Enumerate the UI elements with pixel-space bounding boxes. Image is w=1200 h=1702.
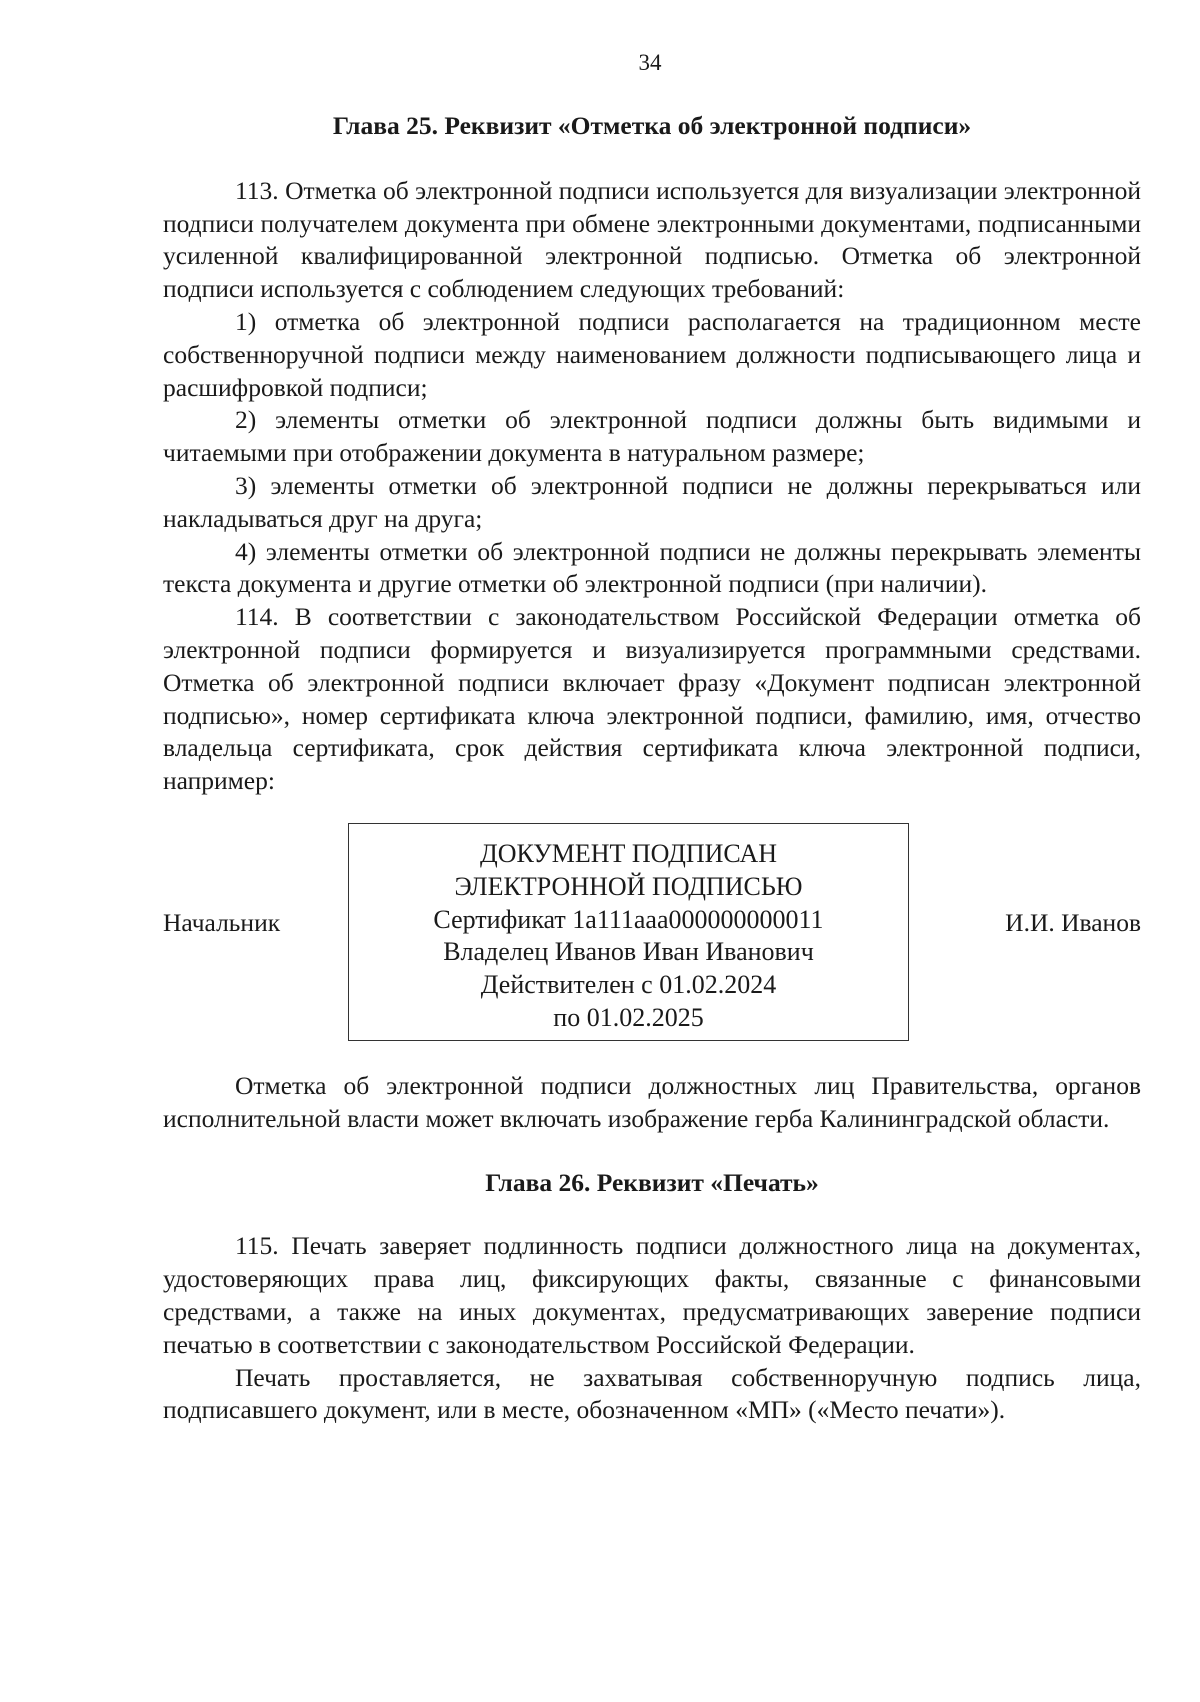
stamp-owner: Владелец Иванов Иван Иванович [443, 937, 814, 967]
list-item-4: 4) элементы отметки об электронной подписи не должны перекрывать элементы текста документа и другие отметки об электронной подписи (при наличии). [163, 536, 1141, 599]
stamp-valid-to: по 01.02.2025 [553, 1002, 704, 1032]
chapter-25-title: Глава 25. Реквизит «Отметка об электронной подписи» [332, 111, 972, 140]
stamp-certificate: Сертификат 1a111aaa000000000011 [433, 904, 824, 934]
paragraph-mp: Печать проставляется, не захватывая собственноручную подпись лица, подписавшего документ, или в месте, обозначенном «МП» («Место печати»). [163, 1362, 1141, 1425]
stamp-valid-from: Действителен с 01.02.2024 [480, 970, 777, 1000]
chapter-26-title: Глава 26. Реквизит «Печать» [485, 1167, 819, 1197]
list-item-1: 1) отметка об электронной подписи располагается на традиционном месте собственноручной подписи между наименованием должности подписывающего лица и расшифровкой подписи; [163, 306, 1141, 402]
signer-position: Начальник [163, 907, 281, 937]
electronic-signature-stamp [348, 823, 909, 1041]
paragraph-114: 114. В соответствии с законодательством Российской Федерации отметка об электронной подписи формируется и визуализируется программными средствами. Отметка об электронной подписи включает фразу «Документ подписан электронной подписью», номер сертификата ключа электронной подписи, фамилию, имя, отчество владельца сертификата, срок действия сертификата ключа электронной подписи, например: [163, 602, 1141, 796]
paragraph-gerb: Отметка об электронной подписи должностных лиц Правительства, органов исполнительной власти может включать изображение герба Калининградской области. [163, 1070, 1141, 1133]
list-item-3: 3) элементы отметки об электронной подписи не должны перекрываться или накладываться друг на друга; [163, 470, 1141, 533]
paragraph-113: 113. Отметка об электронной подписи используется для визуализации электронной подписи получателем документа при обмене электронными документами, подписанными усиленной квалифицированной электронной подписью. Отметка об электронной подписи используется с соблюдением следующих требований: [163, 175, 1141, 304]
signature-example [163, 823, 1141, 1045]
stamp-line: ЭЛЕКТРОННОЙ ПОДПИСЬЮ [454, 871, 803, 901]
paragraph-115: 115. Печать заверяет подлинность подписи должностного лица на документах, удостоверяющих права лиц, фиксирующих факты, связанные с финансовыми средствами, а также на иных документах, предусматривающих заверение подписи печатью в соответствии с законодательством Российской Федерации. [163, 1231, 1141, 1359]
signer-name: И.И. Иванов [1005, 907, 1141, 937]
page-number: 34 [638, 50, 662, 75]
document-body [163, 110, 1141, 1427]
stamp-line: ДОКУМЕНТ ПОДПИСАН [479, 838, 778, 868]
list-item-2: 2) элементы отметки об электронной подписи должны быть видимыми и читаемыми при отображении документа в натуральном размере; [163, 405, 1141, 468]
